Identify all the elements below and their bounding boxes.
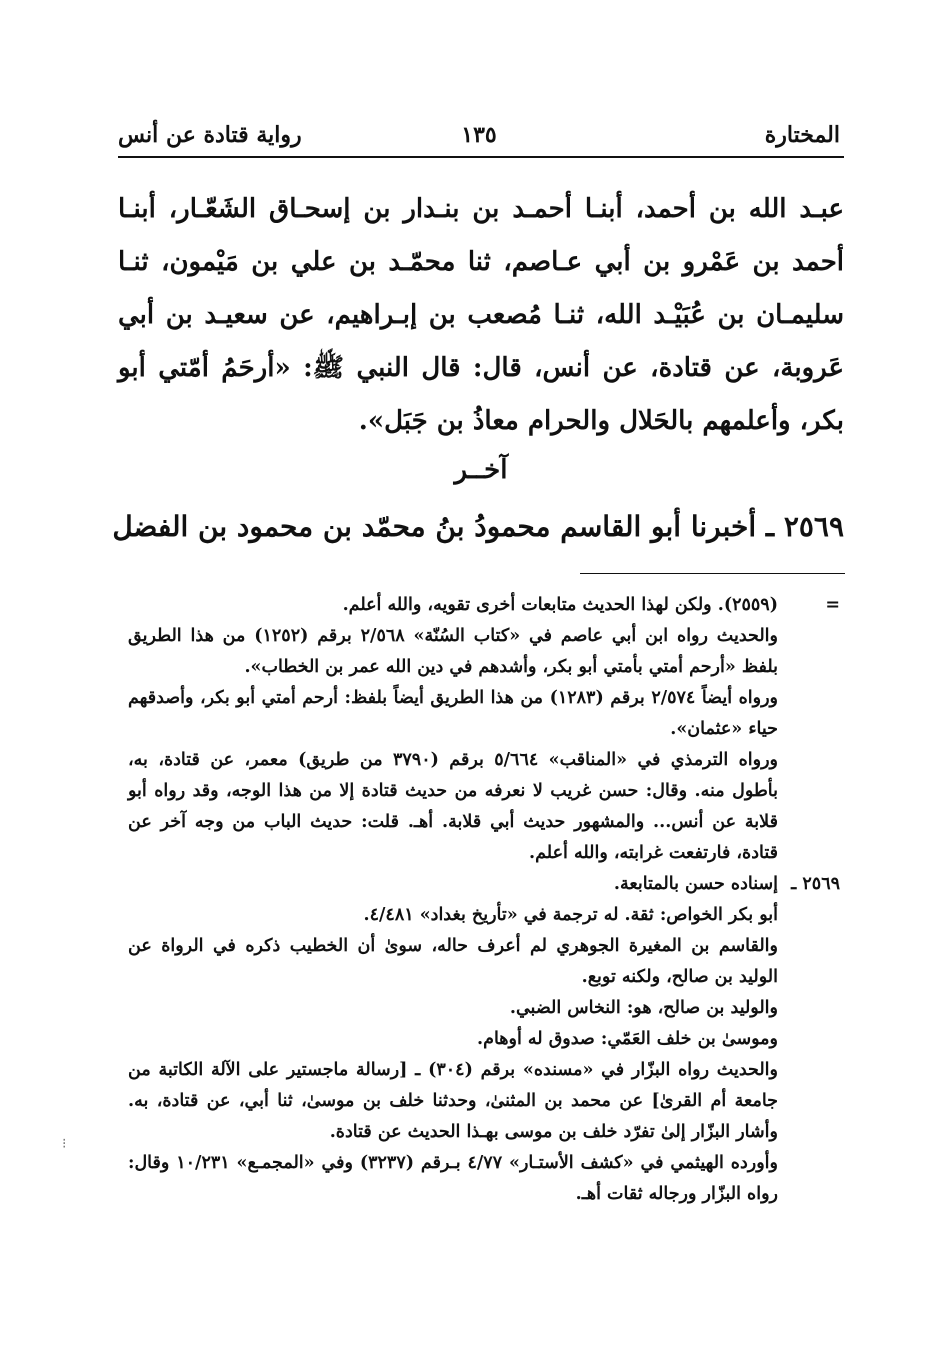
main-text: عبـد الله بن أحمد، أبنـا أحمـد بن بنـدار بن إسحـاق الشَعّـار، أبنـا أحمد بن عَمْرو بن أبي عـاصم، ثنا محمّـد بن علي بن مَيْمون، ثنـا سليمـان بن عُبَيْـد الله، ثنـا مُصعب بن إبـراهيم، عن سعيـد بن أبي عَروبة، عن قتادة، عن أنس، قال: قال النبي ﷺ: «أرحَمُ أمّتي أبو بكر، وأعلمهم بالحَلال والحرام معاذُ بن جَبَل». bbox=[118, 194, 844, 436]
footnote-number: ٢٥٦٩ ـ bbox=[791, 874, 840, 894]
hadith-entry-heading: ٢٥٦٩ ـ أخبرنا أبو القاسم محمودُ بنُ محمّد بن محمود بن الفضل bbox=[112, 510, 844, 543]
running-header bbox=[118, 116, 840, 156]
footnote-paragraph: إسناده حسن بالمتابعة. bbox=[613, 874, 778, 894]
footnote-continuation bbox=[128, 590, 840, 869]
book-title: المختارة bbox=[764, 122, 840, 148]
continuation-marker: = bbox=[825, 595, 840, 615]
footnote-divider bbox=[580, 573, 845, 574]
footnote-paragraph: والحديث رواه البزّار في «مسنده» برقم (٣٠٤) ـ [رسالة ماجستير على الآلة الكاتبة من جامعة أم القرىٰ] عن محمد بن المثنىٰ، وحدثنا خلف بن موسىٰ، ثنا أبي، عن قتادة، به. وأشار البزّار إلىٰ تفرّد خلف بن موسى بهـذا الحديث عن قتادة. bbox=[128, 1060, 778, 1142]
footnote-paragraph: ورواه أيضاً ٢/٥٧٤ برقم (١٢٨٣) من هذا الطريق أيضاً بلفظ: أرحم أمتي أبو بكر، وأصدقهم حياء «عثمان». bbox=[128, 688, 778, 739]
page-number: ١٣٥ bbox=[461, 122, 497, 148]
footnote-paragraph: والقاسم بن المغيرة الجوهري لم أعرف حاله، سوىٰ أن الخطيب ذكره في الرواة عن الوليد بن صالح، ولكنه توبع. bbox=[128, 936, 778, 987]
margin-speck: ⁝ bbox=[62, 1136, 67, 1152]
footnote-paragraph: (٢٥٥٩). ولكن لهذا الحديث متابعات أخرى تقويه، والله أعلم. bbox=[342, 595, 778, 615]
footnote-paragraph: وأورده الهيثمي في «كشف الأستـار» ٤/٧٧ بـرقم (٣٢٣٧) وفي «المجمـع» ١٠/٢٣١ وقال: رواه البزّار ورجاله ثقات أهـ. bbox=[128, 1153, 778, 1204]
footnote-paragraph: ورواه الترمذي في «المناقب» ٥/٦٦٤ برقم (٣٧٩٠ من طريق) معمر، عن قتادة، به، بأطول منه. وقال: حسن غريب لا نعرفه من حديث قتادة إلا من هذا الوجه، وقد رواه أبو قلابة عن أنس... والمشهور حديث أبي قلابة. أهـ. قلت: حديث الباب من وجه آخر عن قتادة، فارتفعت غرابته، والله أعلم. bbox=[128, 750, 778, 863]
footnotes bbox=[128, 590, 840, 1210]
header-divider bbox=[118, 156, 844, 158]
footnote-2569 bbox=[128, 869, 840, 1210]
footnote-paragraph: والحديث رواه ابن أبي عاصم في «كتاب السُنّة» ٢/٥٦٨ برقم (١٢٥٢) من هذا الطريق بلفظ «أرحم أمتي بأمتي أبو بكر، وأشدهم في دين الله عمر بن الخطاب». bbox=[128, 626, 778, 677]
section-heading: آخــر bbox=[454, 455, 508, 485]
footnote-paragraph: وموسىٰ بن خلف العَمّي: صدوق له أوهام. bbox=[477, 1029, 778, 1049]
footnote-paragraph: والوليد بن صالح، هو: النخاس الضبي. bbox=[509, 998, 778, 1018]
footnote-paragraph: أبو بكر الخواص: ثقة. له ترجمة في «تأريخ بغداد» ٤/٤٨١. bbox=[363, 905, 778, 925]
chapter-title: رواية قتادة عن أنس bbox=[118, 122, 302, 148]
